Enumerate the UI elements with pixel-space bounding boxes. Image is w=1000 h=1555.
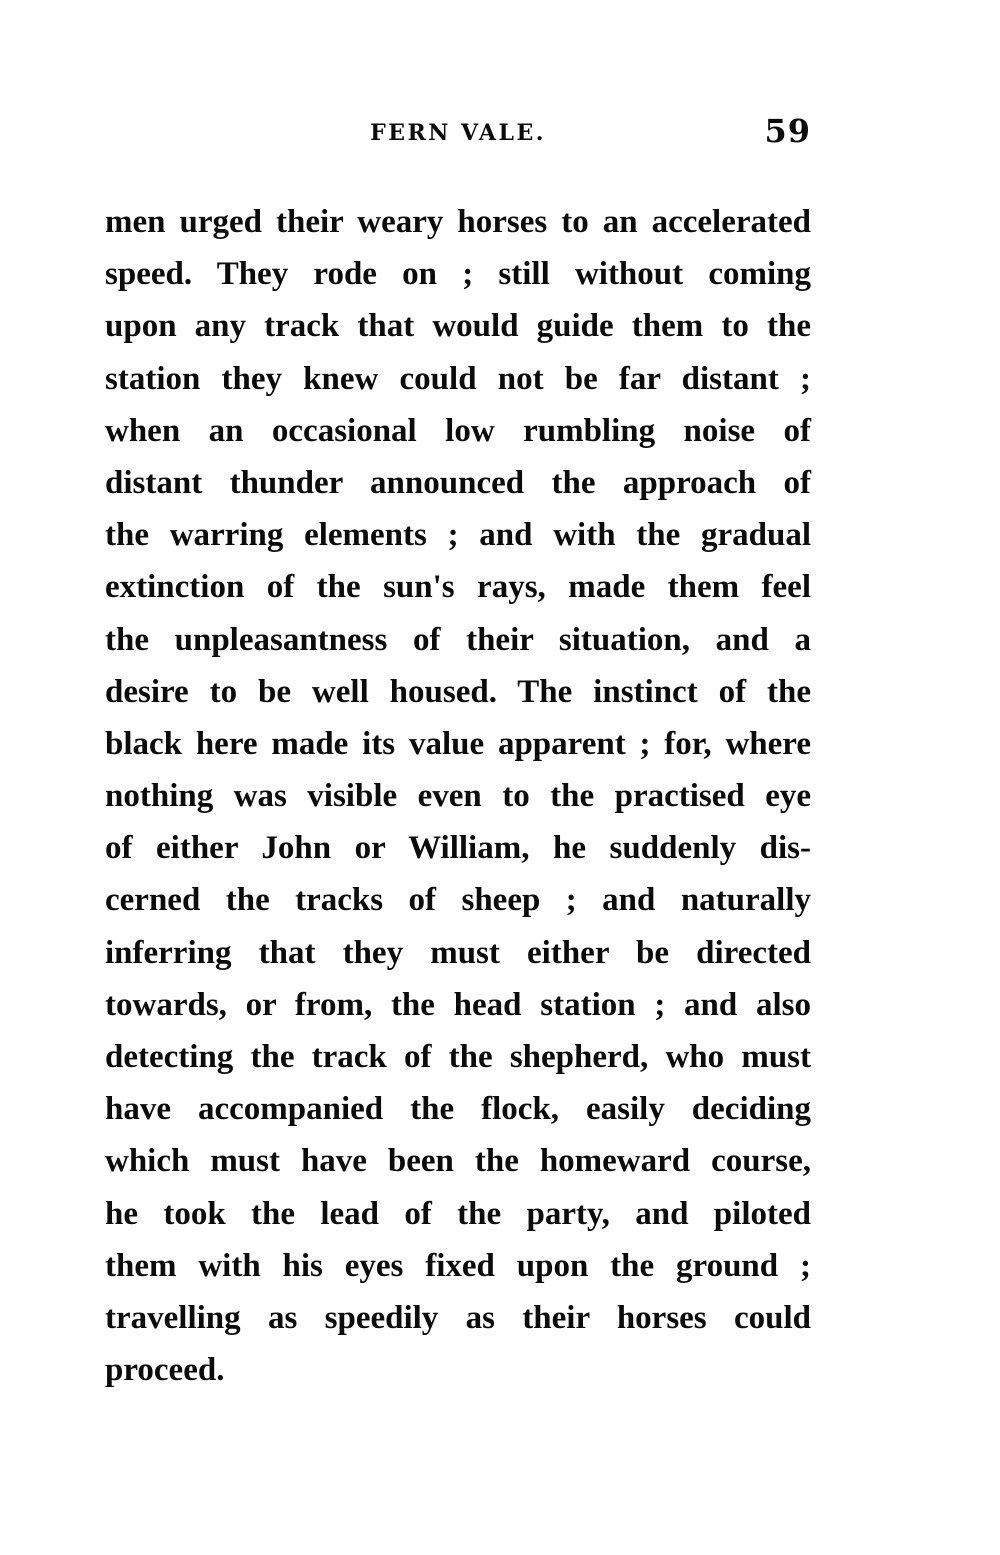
text-line: when an occasional low rumbling noise of bbox=[105, 412, 811, 449]
text-line: them with his eyes fixed upon the ground ; bbox=[105, 1247, 811, 1284]
running-head-title: FERN VALE. bbox=[370, 120, 546, 146]
text-line: towards, or from, the head station ; and also bbox=[105, 986, 811, 1023]
text-line: of either John or William, he suddenly dis- bbox=[105, 830, 811, 867]
text-line: the unpleasantness of their situation, and a bbox=[105, 621, 811, 658]
text-line: speed. They rode on ; still without coming bbox=[105, 256, 811, 293]
text-line: upon any track that would guide them to the bbox=[105, 308, 811, 345]
text-line: distant thunder announced the approach of bbox=[105, 464, 811, 501]
text-line: station they knew could not be far distant ; bbox=[105, 360, 811, 397]
text-line: extinction of the sun's rays, made them feel bbox=[105, 569, 811, 606]
page-number: 59 bbox=[764, 112, 811, 150]
text-line: detecting the track of the shepherd, who must bbox=[105, 1039, 811, 1075]
text-line: cerned the tracks of sheep ; and naturally bbox=[105, 882, 811, 919]
text-line: he took the lead of the party, and piloted bbox=[105, 1195, 811, 1232]
text-line: desire to be well housed. The instinct of the bbox=[105, 673, 811, 710]
text-line: nothing was visible even to the practised eye bbox=[105, 778, 811, 815]
text-line: have accompanied the flock, easily deciding bbox=[105, 1091, 811, 1128]
text-line: travelling as speedily as their horses could bbox=[105, 1299, 811, 1336]
text-line-last: proceed. bbox=[105, 1352, 225, 1389]
text-line: the warring elements ; and with the gradual bbox=[105, 517, 811, 554]
text-line: inferring that they must either be directed bbox=[105, 934, 811, 971]
text-line: black here made its value apparent ; for, where bbox=[105, 725, 811, 762]
running-head bbox=[105, 112, 811, 156]
text-line: which must have been the homeward course, bbox=[105, 1143, 811, 1180]
body-text bbox=[105, 196, 811, 1396]
text-line: men urged their weary horses to an accelerated bbox=[105, 204, 811, 240]
